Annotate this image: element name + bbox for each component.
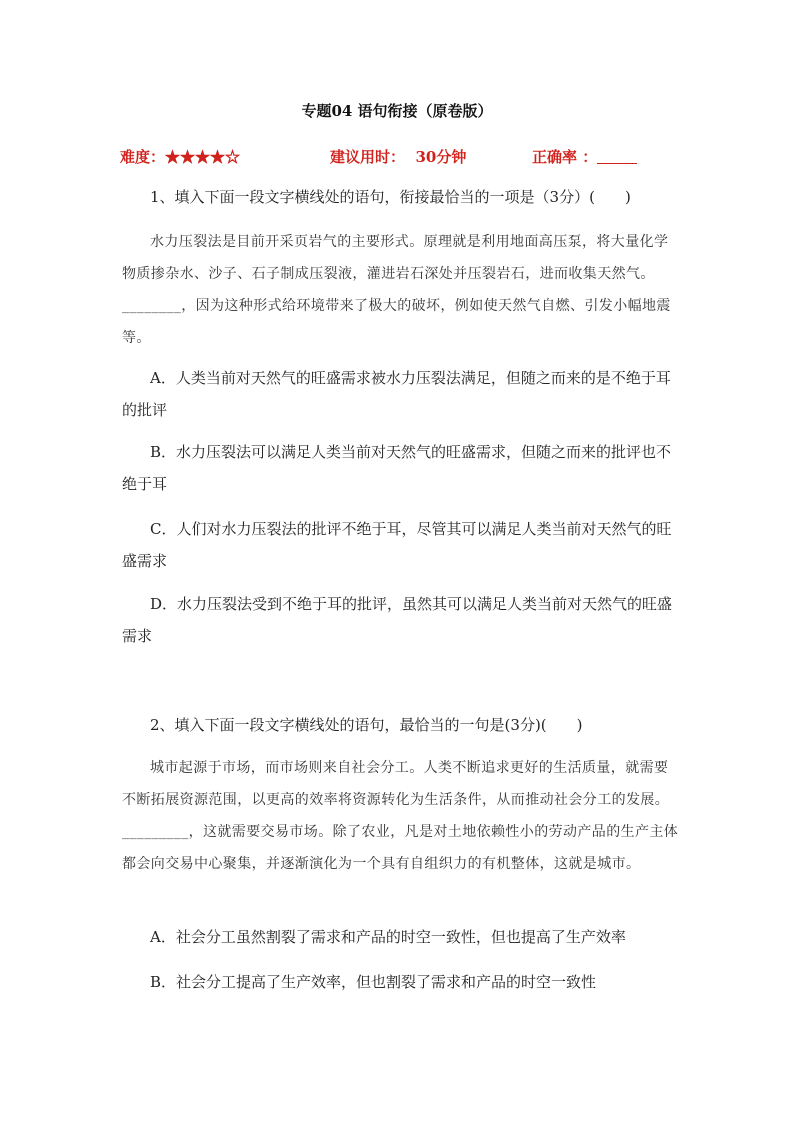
accuracy-rate [532, 146, 637, 167]
document-title: 专题04 语句衔接（原卷版） [301, 102, 493, 120]
question-1-option-b: B．水力压裂法可以满足人类当前对天然气的旺盛需求，但随之而来的批评也不绝于耳 [122, 443, 672, 493]
question-1-option-a: A．人类当前对天然气的旺盛需求被水力压裂法满足，但随之而来的是不绝于耳的批评 [122, 369, 671, 419]
time-value: 30分钟 [415, 148, 467, 166]
accuracy-blank [597, 149, 637, 164]
suggested-time [330, 146, 466, 167]
difficulty-stars: ★★★★☆ [165, 148, 241, 166]
time-label: 建议用时： [330, 148, 406, 166]
question-2-option-a: A．社会分工虽然割裂了需求和产品的时空一致性，但也提高了生产效率 [150, 928, 626, 946]
difficulty-label: 难度： [120, 148, 166, 166]
question-1-stem: 1、填入下面一段文字横线处的语句，衔接最恰当的一项是（3分）( ) [150, 188, 631, 206]
question-1-option-d: D．水力压裂法受到不绝于耳的批评，虽然其可以满足人类当前对天然气的旺盛需求 [122, 595, 673, 645]
question-1-option-c: C．人们对水力压裂法的批评不绝于耳，尽管其可以满足人类当前对天然气的旺盛需求 [122, 520, 672, 570]
question-1-passage: 水力压裂法是目前开采页岩气的主要形式。原理就是利用地面高压泵，将大量化学物质掺杂水、沙子、石子制成压裂液，灌进岩石深处并压裂岩石，进而收集天然气。________，因为这种形式给环境带来了极大的破坏，例如使天然气自燃、引发小幅地震等。 [122, 234, 671, 346]
question-2-passage: 城市起源于市场，而市场则来自社会分工。人类不断追求更好的生活质量，就需要不断拓展资源范围，以更高的效率将资源转化为生活条件，从而推动社会分工的发展。_________，这就需要交易市场。除了农业，凡是对土地依赖性小的劳动产品的生产主体都会向交易中心聚集，并逐渐演化为一个具有自组织力的有机整体，这就是城市。 [122, 760, 679, 872]
question-2-option-b: B．社会分工提高了生产效率，但也割裂了需求和产品的时空一致性 [150, 973, 597, 991]
accuracy-label: 正确率 ： [532, 148, 598, 166]
difficulty-rating [120, 146, 240, 167]
question-2-stem: 2、填入下面一段文字横线处的语句，最恰当的一句是(3分)( ) [150, 716, 583, 734]
